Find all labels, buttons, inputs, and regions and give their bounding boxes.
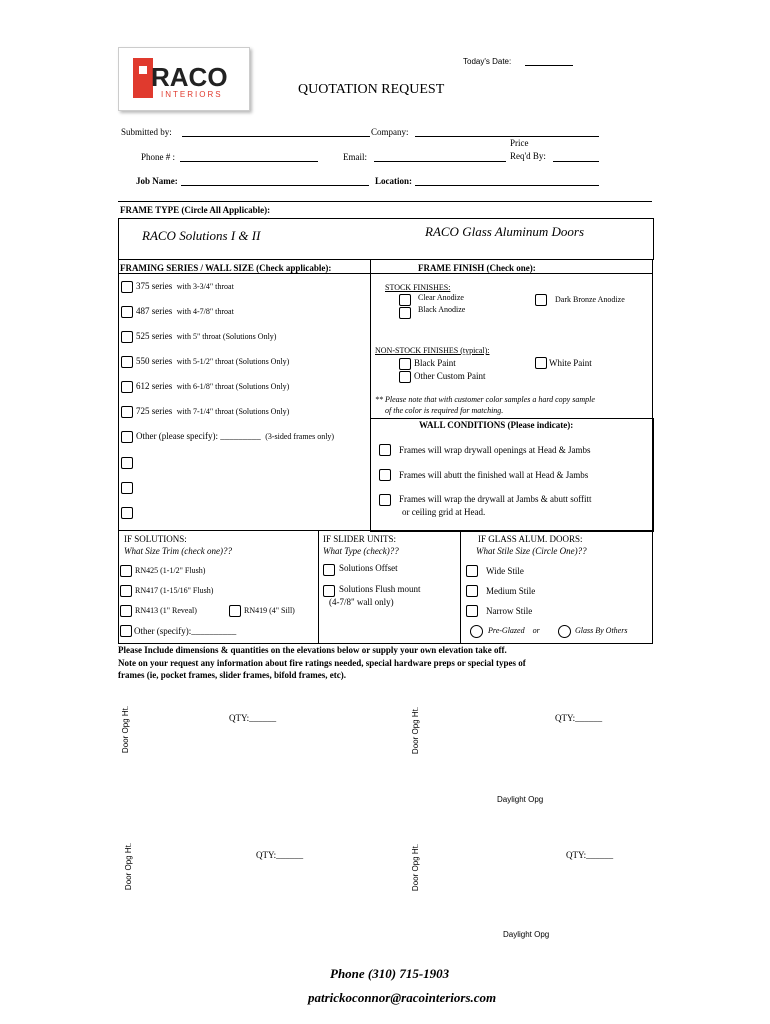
blank-checkbox-2[interactable] <box>121 482 133 494</box>
series-375-label: 375 series with 3-3/4" throat <box>136 281 234 291</box>
company-field[interactable] <box>415 136 599 137</box>
solutions-other-label: Other (specify):__________ <box>134 626 237 636</box>
series-487-label: 487 series with 4-7/8" throat <box>136 306 234 316</box>
clear-anodize-label: Clear Anodize <box>418 293 464 302</box>
wall-condition-3-label-2: or ceiling grid at Head. <box>402 507 486 517</box>
medium-stile-label: Medium Stile <box>486 586 536 596</box>
narrow-stile-label: Narrow Stile <box>486 606 533 616</box>
slider-heading: IF SLIDER UNITS: <box>323 534 397 544</box>
medium-stile-checkbox[interactable] <box>466 585 478 597</box>
submitted-by-label: Submitted by: <box>121 127 172 137</box>
wall-condition-2-checkbox[interactable] <box>379 469 391 481</box>
logo <box>118 47 250 111</box>
job-name-field[interactable] <box>181 185 369 186</box>
qty-field-2[interactable]: QTY:______ <box>555 713 603 723</box>
reqd-by-field[interactable] <box>553 161 599 162</box>
frame-type-solutions[interactable]: RACO Solutions I & II <box>142 228 261 243</box>
rn417-label: RN417 (1-15/16" Flush) <box>135 586 214 595</box>
glass-by-others-label: Glass By Others <box>575 626 628 635</box>
logo-mark <box>133 58 153 98</box>
series-612-checkbox[interactable] <box>121 381 133 393</box>
door-height-label-2: Door Opg Ht. <box>411 706 421 755</box>
wall-conditions-heading: WALL CONDITIONS (Please indicate): <box>419 420 574 430</box>
series-375-checkbox[interactable] <box>121 281 133 293</box>
blank-checkbox-3[interactable] <box>121 507 133 519</box>
instructions-line-1: Please Include dimensions & quantities on the elevations below or supply your own elevation take off. <box>118 645 507 655</box>
daylight-label-1: Daylight Opg <box>497 795 544 804</box>
series-725-checkbox[interactable] <box>121 406 133 418</box>
flush-mount-label-2: (4-7/8" wall only) <box>329 597 394 607</box>
instructions-line-3: frames (ie, pocket frames, slider frames, bifold frames, etc). <box>118 670 347 680</box>
rn413-checkbox[interactable] <box>120 605 132 617</box>
wall-condition-2-label: Frames will abutt the finished wall at Head & Jambs <box>399 470 589 480</box>
options-top-rule <box>118 530 653 531</box>
wall-condition-1-checkbox[interactable] <box>379 444 391 456</box>
qty-field-4[interactable]: QTY:______ <box>566 850 614 860</box>
door-height-label-1: Door Opg Ht. <box>121 705 131 754</box>
dark-bronze-checkbox[interactable] <box>535 294 547 306</box>
solutions-subheading: What Size Trim (check one)?? <box>124 546 232 556</box>
qty-field-3[interactable]: QTY:______ <box>256 850 304 860</box>
black-paint-label: Black Paint <box>414 358 456 368</box>
door-height-label-4: Door Opg Ht. <box>411 843 421 892</box>
other-paint-checkbox[interactable] <box>399 371 411 383</box>
solutions-heading: IF SOLUTIONS: <box>124 534 187 544</box>
dark-bronze-label: Dark Bronze Anodize <box>555 295 625 304</box>
logo-subtext: INTERIORS <box>161 90 223 99</box>
series-other-checkbox[interactable] <box>121 431 133 443</box>
series-612-label: 612 series with 6-1/8" throat (Solutions Only) <box>136 381 290 391</box>
form-left-border <box>118 259 119 643</box>
frame-type-heading: FRAME TYPE (Circle All Applicable): <box>120 205 271 215</box>
series-487-checkbox[interactable] <box>121 306 133 318</box>
footer-phone: Phone (310) 715-1903 <box>330 966 450 981</box>
blank-checkbox-1[interactable] <box>121 457 133 469</box>
door-height-label-3: Door Opg Ht. <box>124 842 134 891</box>
solutions-offset-label: Solutions Offset <box>339 563 398 573</box>
series-725-label: 725 series with 7-1/4" throat (Solutions Only) <box>136 406 290 416</box>
black-paint-checkbox[interactable] <box>399 358 411 370</box>
flush-mount-checkbox[interactable] <box>323 585 335 597</box>
color-note-2: of the color is required for matching. <box>385 406 504 415</box>
todays-date-field[interactable] <box>525 65 573 66</box>
logo-text: RACO <box>151 62 228 92</box>
location-label: Location: <box>375 176 412 186</box>
other-paint-label: Other Custom Paint <box>414 371 486 381</box>
narrow-stile-checkbox[interactable] <box>466 605 478 617</box>
daylight-label-2: Daylight Opg <box>503 930 550 939</box>
company-label: Company: <box>371 127 409 137</box>
series-550-label: 550 series with 5-1/2" throat (Solutions Only) <box>136 356 290 366</box>
phone-field[interactable] <box>180 161 318 162</box>
email-label: Email: <box>343 152 367 162</box>
frame-finish-heading: FRAME FINISH (Check one): <box>418 263 536 273</box>
glass-heading: IF GLASS ALUM. DOORS: <box>478 534 583 544</box>
wide-stile-checkbox[interactable] <box>466 565 478 577</box>
solutions-other-checkbox[interactable] <box>120 625 132 637</box>
wall-condition-3-checkbox[interactable] <box>379 494 391 506</box>
series-525-label: 525 series with 5" throat (Solutions Only) <box>136 331 277 341</box>
preglazed-label: Pre-Glazed or <box>488 626 540 635</box>
location-field[interactable] <box>415 185 599 186</box>
black-anodize-label: Black Anodize <box>418 305 466 314</box>
solutions-offset-checkbox[interactable] <box>323 564 335 576</box>
series-525-checkbox[interactable] <box>121 331 133 343</box>
rn419-checkbox[interactable] <box>229 605 241 617</box>
rn419-label: RN419 (4" Sill) <box>244 606 295 615</box>
flush-mount-label: Solutions Flush mount <box>339 584 421 594</box>
form-rule-2 <box>118 273 653 274</box>
frame-type-top-rule <box>118 201 652 202</box>
wall-condition-3-label: Frames will wrap the drywall at Jambs & abutt soffitt <box>399 494 592 504</box>
rn417-checkbox[interactable] <box>120 585 132 597</box>
glass-by-others-radio[interactable] <box>558 625 571 638</box>
reqd-by-label: Req'd By: <box>510 151 546 161</box>
form-bottom-rule <box>118 643 653 644</box>
framing-series-heading: FRAMING SERIES / WALL SIZE (Check applicable): <box>120 263 332 273</box>
slider-subheading: What Type (check)?? <box>323 546 399 556</box>
rn413-label: RN413 (1" Reveal) <box>135 606 197 615</box>
submitted-by-field[interactable] <box>182 136 370 137</box>
email-field[interactable] <box>374 161 506 162</box>
job-name-label: Job Name: <box>136 176 178 186</box>
clear-anodize-checkbox[interactable] <box>399 294 411 306</box>
wall-condition-1-label: Frames will wrap drywall openings at Head & Jambs <box>399 445 591 455</box>
logo-mark-cut <box>139 66 147 74</box>
footer-email[interactable]: patrickoconnor@racointeriors.com <box>308 990 497 1005</box>
white-paint-label: White Paint <box>549 358 592 368</box>
rn425-checkbox[interactable] <box>120 565 132 577</box>
series-550-checkbox[interactable] <box>121 356 133 368</box>
page-title: QUOTATION REQUEST <box>298 82 445 97</box>
white-paint-checkbox[interactable] <box>535 357 547 369</box>
nonstock-finishes-label: NON-STOCK FINISHES (typical): <box>375 346 490 355</box>
stock-finishes-label: STOCK FINISHES: <box>385 283 451 292</box>
form-rule-1 <box>118 259 653 260</box>
price-label: Price <box>510 138 529 148</box>
glass-subheading: What Stile Size (Circle One)?? <box>476 546 587 556</box>
frame-type-glass[interactable]: RACO Glass Aluminum Doors <box>425 224 585 239</box>
color-note-1: ** Please note that with customer color samples a hard copy sample <box>375 395 595 404</box>
preglazed-radio[interactable] <box>470 625 483 638</box>
series-other-label: Other (please specify): _________ (3-sided frames only) <box>136 431 335 441</box>
rn425-label: RN425 (1-1/2" Flush) <box>135 566 206 575</box>
black-anodize-checkbox[interactable] <box>399 307 411 319</box>
phone-label: Phone # : <box>141 152 176 162</box>
instructions-line-2: Note on your request any information about fire ratings needed, special hardware preps or special types of <box>118 658 526 668</box>
qty-field-1[interactable]: QTY:______ <box>229 713 277 723</box>
todays-date-label: Today's Date: <box>463 57 512 66</box>
options-divider-1 <box>318 530 319 643</box>
finish-left-border <box>370 259 371 419</box>
options-divider-2 <box>460 530 461 643</box>
wide-stile-label: Wide Stile <box>486 566 524 576</box>
